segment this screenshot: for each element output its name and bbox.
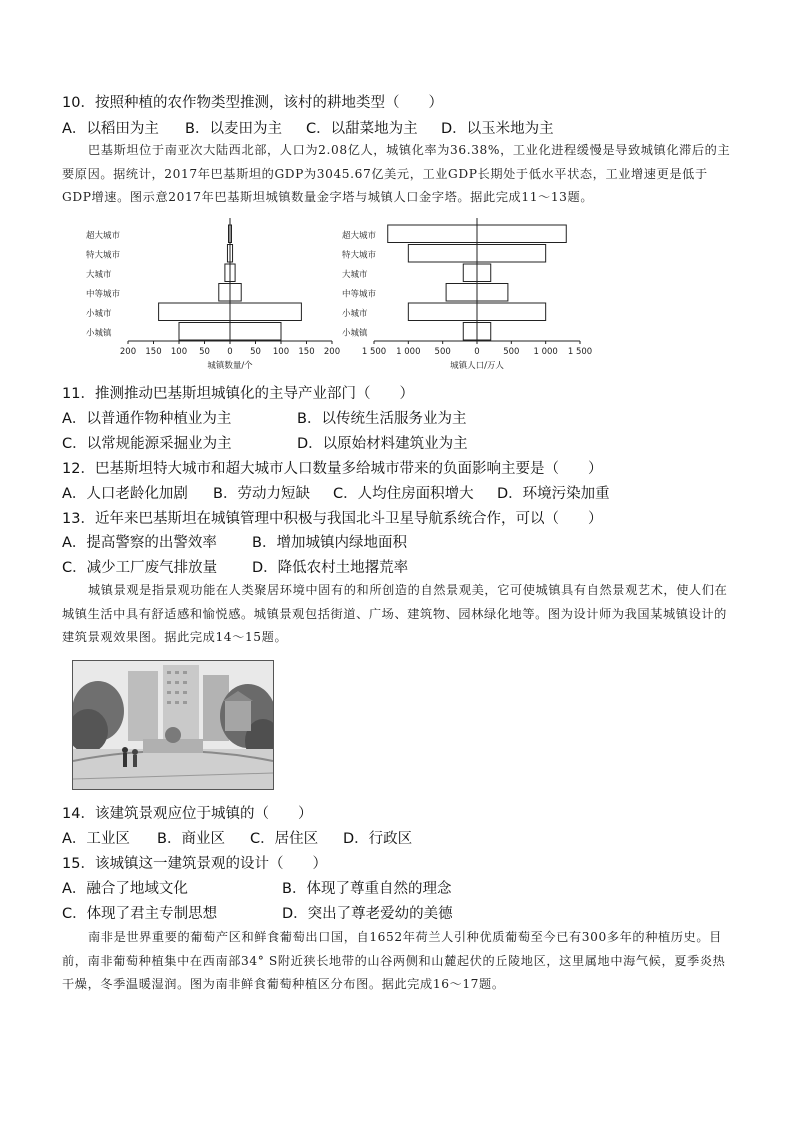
question-10-stem: 10．按照种植的农作物类型推测，该村的耕地类型（ ）	[62, 95, 443, 111]
passage-south-africa-grapes: 南非是世界重要的葡萄产区和鲜食葡萄出口国，自1652年荷兰人引种优质葡萄至今已有300多年的种植历史。目前，南非葡萄种植集中在西南部34° S附近狭长地带的山谷两侧和山麓起伏的丘陵地区，这里属地中海气候，夏季炎热干燥，冬季温暖湿润。图为南非鲜食葡萄种植区分布图。据此完成16～17题。	[62, 930, 726, 991]
question-13-stem: 13．近年来巴基斯坦在城镇管理中积极与我国北斗卫星导航系统合作，可以（ ）	[62, 511, 603, 527]
q10-option-c: C．以甜菜地为主	[306, 121, 418, 137]
q14-option-d: D．行政区	[343, 831, 413, 847]
x-axis-label: 城镇数量/个	[207, 361, 253, 371]
q11-option-a: A．以普通作物种植业为主	[62, 411, 232, 427]
category-label: 大城市	[342, 269, 368, 280]
category-label: 小城镇	[342, 328, 368, 339]
q12-option-d: D．环境污染加重	[497, 486, 610, 502]
q15-option-b: B．体现了尊重自然的理念	[282, 881, 452, 897]
q13-option-b: B．增加城镇内绿地面积	[252, 535, 407, 551]
x-tick-label: 1 500	[567, 347, 593, 357]
x-tick-label: 150	[145, 347, 162, 357]
q15-option-a: A．融合了地域文化	[62, 881, 188, 897]
q11-option-b: B．以传统生活服务业为主	[297, 411, 467, 427]
pakistan-pyramid-charts	[60, 218, 600, 378]
x-tick-label: 500	[434, 347, 451, 357]
q10-option-d: D．以玉米地为主	[441, 121, 554, 137]
q12-option-c: C．人均住房面积增大	[333, 486, 474, 502]
q13-option-c: C．减少工厂废气排放量	[62, 560, 218, 576]
passage-town-landscape: 城镇景观是指景观功能在人类聚居环境中固有的和所创造的自然景观美，它可使城镇具有自然景观艺术，使人们在城镇生活中具有舒适感和愉悦感。城镇景观包括街道、广场、建筑物、园林绿化地等。图为设计师为我国某城镇设计的建筑景观效果图。据此完成14～15题。	[62, 583, 728, 644]
category-label: 特大城市	[86, 250, 121, 261]
q11-option-c: C．以常规能源采掘业为主	[62, 436, 232, 452]
x-tick-label: 200	[119, 347, 137, 357]
x-tick-label: 150	[298, 347, 315, 357]
x-tick-label: 0	[474, 347, 480, 357]
category-label: 特大城市	[342, 250, 377, 261]
q13-option-d: D．降低农村土地撂荒率	[252, 560, 409, 576]
q12-option-b: B．劳动力短缺	[213, 486, 310, 502]
q13-option-a: A．提高警察的出警效率	[62, 535, 217, 551]
x-tick-label: 100	[272, 347, 290, 357]
q14-option-a: A．工业区	[62, 831, 130, 847]
q10-option-a: A．以稻田为主	[62, 121, 159, 137]
landscape-rendering-photo	[72, 660, 274, 790]
x-tick-label: 100	[170, 347, 188, 357]
question-14-stem: 14．该建筑景观应位于城镇的（ ）	[62, 806, 313, 822]
x-axis-label: 城镇人口/万人	[450, 361, 504, 371]
x-tick-label: 50	[199, 347, 210, 357]
q15-option-d: D．突出了尊老爱幼的美德	[282, 906, 453, 922]
category-label: 小城市	[86, 308, 112, 319]
category-label: 小城市	[342, 308, 368, 319]
q12-option-a: A．人口老龄化加剧	[62, 486, 188, 502]
category-label: 超大城市	[342, 230, 377, 241]
q14-option-b: B．商业区	[157, 831, 225, 847]
q11-option-d: D．以原始材料建筑业为主	[297, 436, 468, 452]
x-tick-label: 200	[323, 347, 341, 357]
town-population-pyramid	[342, 218, 592, 371]
question-15-stem: 15．该城镇这一建筑景观的设计（ ）	[62, 856, 327, 872]
passage-pakistan: 巴基斯坦位于南亚次大陆西北部，人口为2.08亿人，城镇化率为36.38%，工业化进程缓慢是导致城镇化滞后的主要原因。据统计，2017年巴基斯坦的GDP为3045.67亿美元，工业GDP长期处于低水平状态，工业增速更是低于GDP增速。图示意2017年巴基斯坦城镇数量金字塔与城镇人口金字塔。据此完成11～13题。	[62, 143, 731, 204]
x-tick-label: 1 500	[361, 347, 387, 357]
question-11-stem: 11．推测推动巴基斯坦城镇化的主导产业部门（ ）	[62, 386, 414, 402]
category-label: 小城镇	[86, 328, 112, 339]
x-tick-label: 500	[503, 347, 520, 357]
question-12-stem: 12．巴基斯坦特大城市和超大城市人口数量多给城市带来的负面影响主要是（ ）	[62, 461, 603, 477]
x-tick-label: 50	[250, 347, 261, 357]
town-count-pyramid	[86, 218, 340, 371]
x-tick-label: 1 000	[533, 347, 558, 357]
category-label: 中等城市	[342, 289, 377, 300]
x-tick-label: 0	[227, 347, 233, 357]
q10-option-b: B．以麦田为主	[185, 121, 282, 137]
category-label: 大城市	[86, 269, 112, 280]
x-tick-label: 1 000	[396, 347, 421, 357]
q15-option-c: C．体现了君主专制思想	[62, 906, 218, 922]
category-label: 超大城市	[86, 230, 121, 241]
q14-option-c: C．居住区	[250, 831, 319, 847]
category-label: 中等城市	[86, 289, 121, 300]
